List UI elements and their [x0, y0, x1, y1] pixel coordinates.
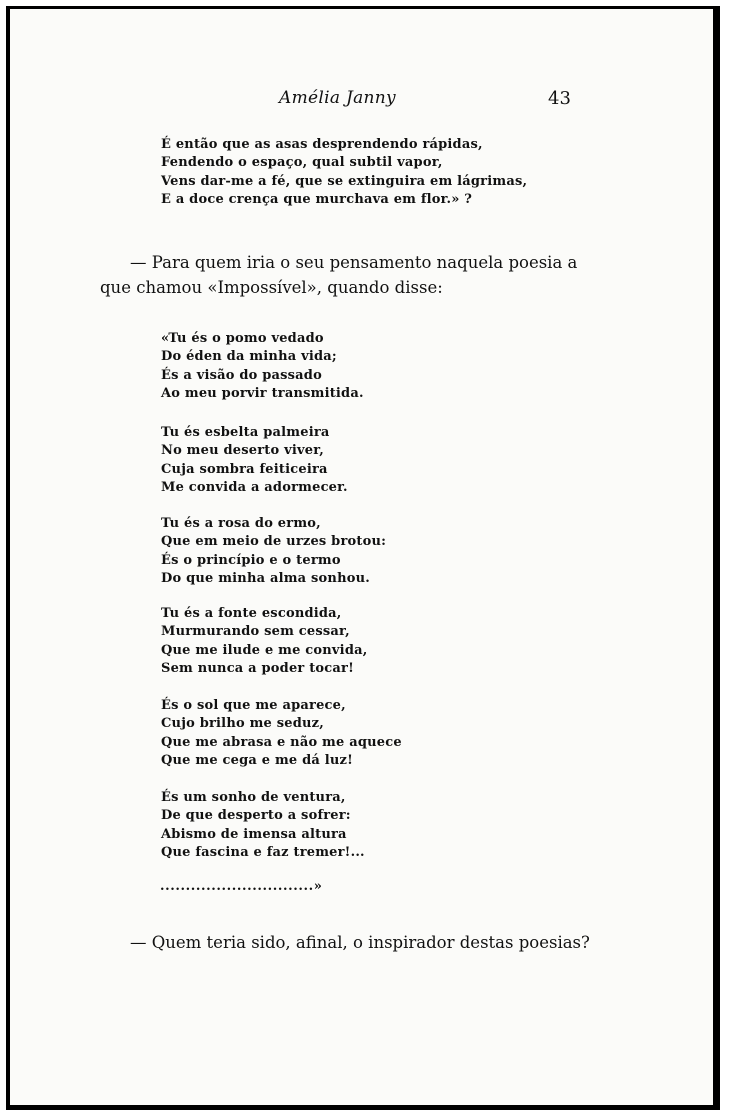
verse-line: Que me abrasa e não me aquece [161, 734, 402, 750]
verse-line: Fendendo o espaço, qual subtil vapor, [161, 155, 443, 171]
verse-line: Me convida a adormecer. [161, 479, 348, 495]
verse-line: Cuja sombra feiticeira [161, 461, 328, 477]
question-paragraph-2: — Quem teria sido, afinal, o inspirador destas poesias? [130, 933, 590, 952]
verse-line: Do que minha alma sonhou. [161, 570, 370, 586]
poem-stanza-6 [161, 789, 365, 862]
verse-line: Abismo de imensa altura [161, 826, 347, 842]
verse-line: No meu deserto viver, [161, 443, 325, 459]
verse-line: Tu és a rosa do ermo, [161, 516, 321, 531]
verse-line: De que desperto a sofrer: [161, 808, 351, 824]
poem-stanza-1 [161, 330, 364, 403]
page-number: 43 [548, 88, 571, 109]
question-paragraph-1 [100, 250, 578, 300]
verse-line: Tu és esbelta palmeira [161, 425, 330, 440]
poem-stanza-5 [161, 697, 402, 770]
verse-line: És a visão do passado [161, 367, 322, 383]
verse-line: Que em meio de urzes brotou: [161, 534, 387, 550]
verse-line: Que fascina e faz tremer!... [161, 844, 365, 860]
verse-line: Do éden da minha vida; [161, 349, 337, 365]
poem-stanza-4 [161, 605, 367, 678]
running-head: Amélia Janny [279, 88, 396, 108]
verse-line: É então que as asas desprendendo rápidas, [161, 137, 483, 152]
verse-line: És um sonho de ventura, [161, 790, 346, 805]
ellipsis-line: ..............................» [160, 879, 323, 894]
question-line-1: — Para quem iria o seu pensamento naquela poesia a [130, 253, 578, 272]
verse-line: És o sol que me aparece, [161, 698, 346, 713]
stanza-intro [161, 136, 527, 209]
poem-stanza-2 [161, 424, 348, 497]
verse-line: Vens dar-me a fé, que se extinguira em lágrimas, [161, 173, 528, 189]
verse-line: Que me ilude e me convida, [161, 642, 368, 658]
poem-stanza-3 [161, 515, 386, 588]
verse-line: És o princípio e o termo [161, 552, 341, 568]
verse-line: Murmurando sem cessar, [161, 624, 350, 640]
verse-line: Que me cega e me dá luz! [161, 752, 354, 768]
verse-line: Sem nunca a poder tocar! [161, 660, 354, 676]
verse-line: Cujo brilho me seduz, [161, 716, 324, 732]
verse-line: «Tu és o pomo vedado [161, 331, 324, 346]
page-header [0, 88, 730, 114]
verse-line: Ao meu porvir transmitida. [161, 385, 364, 401]
verse-line: E a doce crença que murchava em flor.» ? [161, 191, 473, 207]
verse-line: Tu és a fonte escondida, [161, 606, 342, 621]
question-line-2: que chamou «Impossível», quando disse: [100, 278, 443, 297]
